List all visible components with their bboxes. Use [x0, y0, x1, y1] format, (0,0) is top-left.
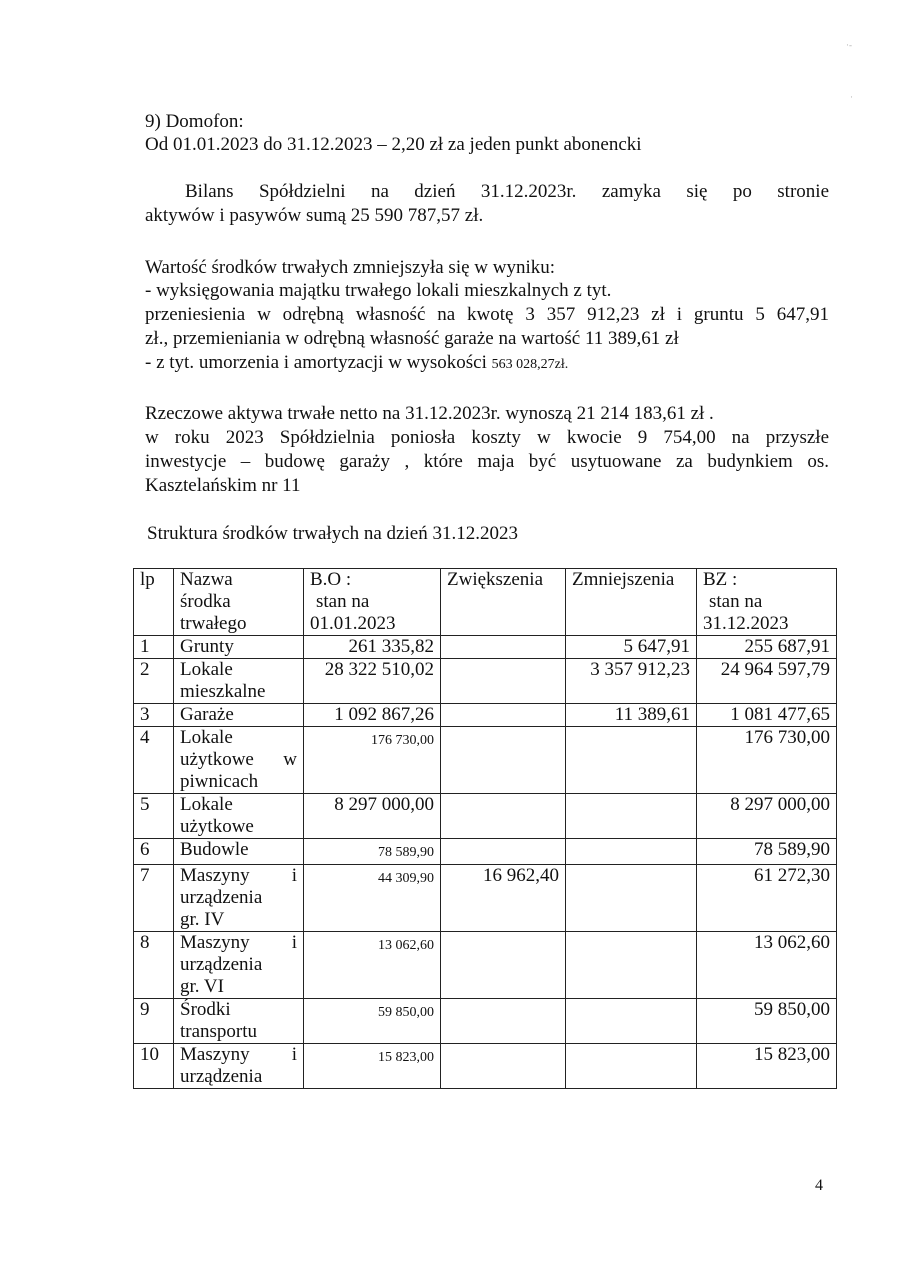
decrease-line-2: - wyksięgowania majątku trwałego lokali mieszkalnych z tyt. [145, 280, 612, 301]
table-row [134, 839, 837, 865]
cell-lp: 9 [134, 999, 174, 1044]
net-assets-line-4: Kasztelańskim nr 11 [145, 475, 301, 496]
cell-lp: 4 [134, 727, 174, 794]
cell-name-line: gr. VI [180, 976, 224, 997]
cell-decrease: 5 647,91 [566, 636, 697, 659]
cell-decrease [566, 794, 697, 839]
cell-decrease [566, 999, 697, 1044]
cell-name-line: Środki [180, 999, 231, 1020]
cell-lp: 2 [134, 659, 174, 704]
header-bz [697, 569, 837, 636]
cell-increase [441, 999, 566, 1044]
cell-name-line: piwnicach [180, 771, 259, 792]
cell-increase [441, 636, 566, 659]
cell-name-line: gr. IV [180, 909, 225, 930]
cell-lp: 5 [134, 794, 174, 839]
cell-lp: 7 [134, 865, 174, 932]
header-name-line: Nazwa [180, 569, 233, 590]
cell-name-line: urządzenia [180, 887, 263, 908]
cell-decrease [566, 1044, 697, 1089]
table-row [134, 794, 837, 839]
header-bo-line: stan na [316, 591, 370, 612]
table-row [134, 1044, 837, 1089]
cell-bo: 59 850,00 [304, 999, 441, 1044]
cell-bz: 24 964 597,79 [697, 659, 837, 704]
cell-name [174, 727, 304, 794]
decrease-line-5 [145, 352, 568, 376]
cell-name-line: Lokale [180, 727, 233, 748]
cell-name-line: Budowle [180, 839, 249, 860]
cell-bo: 176 730,00 [304, 727, 441, 794]
decrease-line-4: zł., przemieniania w odrębną własność garaże na wartość 11 389,61 zł [145, 328, 679, 349]
cell-increase [441, 704, 566, 727]
cell-increase [441, 932, 566, 999]
scan-speck: · [850, 92, 853, 102]
header-name [174, 569, 304, 636]
net-assets-line-3: inwestycje – budowę garaży , które maja być usytuowane za budynkiem os. [145, 451, 829, 472]
cell-decrease [566, 932, 697, 999]
cell-increase: 16 962,40 [441, 865, 566, 932]
cell-name-line: urządzenia [180, 1066, 263, 1087]
cell-lp: 1 [134, 636, 174, 659]
cell-name [174, 865, 304, 932]
table-row [134, 999, 837, 1044]
cell-bo: 28 322 510,02 [304, 659, 441, 704]
cell-name [174, 1044, 304, 1089]
table-row [134, 727, 837, 794]
cell-name-line: Grunty [180, 636, 234, 657]
cell-name [174, 704, 304, 727]
cell-bz: 61 272,30 [697, 865, 837, 932]
header-bz-line: stan na [709, 591, 763, 612]
table-header-row [134, 569, 837, 636]
cell-name [174, 932, 304, 999]
header-bz-line: BZ : [703, 569, 738, 590]
net-assets-line-2: w roku 2023 Spółdzielnia poniosła koszty w kwocie 9 754,00 na przyszłe [145, 427, 829, 448]
cell-lp: 3 [134, 704, 174, 727]
cell-increase [441, 727, 566, 794]
table-row [134, 704, 837, 727]
cell-bo: 78 589,90 [304, 839, 441, 865]
decrease-line-3: przeniesienia w odrębną własność na kwotę 3 357 912,23 zł i gruntu 5 647,91 [145, 304, 829, 325]
cell-decrease [566, 865, 697, 932]
cell-bo: 13 062,60 [304, 932, 441, 999]
cell-name-line: użytkowe w [180, 749, 297, 770]
header-bo [304, 569, 441, 636]
header-bo-line: 01.01.2023 [310, 613, 396, 634]
cell-name [174, 839, 304, 865]
cell-bo: 8 297 000,00 [304, 794, 441, 839]
cell-name-line: Lokale [180, 659, 233, 680]
net-assets-line-1: Rzeczowe aktywa trwałe netto na 31.12.2023r. wynoszą 21 214 183,61 zł . [145, 403, 714, 424]
table-row [134, 636, 837, 659]
table-row [134, 932, 837, 999]
header-lp: lp [134, 569, 174, 636]
page-number: 4 [815, 1177, 823, 1194]
cell-bo: 1 092 867,26 [304, 704, 441, 727]
cell-bz: 59 850,00 [697, 999, 837, 1044]
cell-name [174, 794, 304, 839]
cell-lp: 10 [134, 1044, 174, 1089]
cell-bz: 8 297 000,00 [697, 794, 837, 839]
cell-bz: 15 823,00 [697, 1044, 837, 1089]
cell-name-line: Maszyny i [180, 932, 297, 953]
cell-name-line: Maszyny i [180, 1044, 297, 1065]
cell-bo: 261 335,82 [304, 636, 441, 659]
table-row [134, 865, 837, 932]
cell-bz: 255 687,91 [697, 636, 837, 659]
cell-decrease: 3 357 912,23 [566, 659, 697, 704]
balance-line-1: Bilans Spółdzielni na dzień 31.12.2023r. zamyka się po stronie [185, 181, 829, 202]
amortization-amount: 563 028,27zł. [491, 357, 569, 372]
header-bz-line: 31.12.2023 [703, 613, 789, 634]
cell-lp: 6 [134, 839, 174, 865]
domofon-rate: Od 01.01.2023 do 31.12.2023 – 2,20 zł za jeden punkt abonencki [145, 134, 642, 155]
cell-name-line: mieszkalne [180, 681, 266, 702]
decrease-line-5-text: - z tyt. umorzenia i amortyzacji w wysokości [145, 352, 492, 373]
fixed-assets-table [133, 568, 837, 1089]
cell-name-line: urządzenia [180, 954, 263, 975]
cell-name [174, 999, 304, 1044]
cell-bz: 1 081 477,65 [697, 704, 837, 727]
cell-lp: 8 [134, 932, 174, 999]
balance-line-2: aktywów i pasywów sumą 25 590 787,57 zł. [145, 205, 484, 226]
scan-speck: ·‑ [846, 40, 852, 50]
section-title: 9) Domofon: [145, 111, 244, 132]
cell-increase [441, 794, 566, 839]
header-decrease: Zmniejszenia [566, 569, 697, 636]
cell-name [174, 636, 304, 659]
cell-increase [441, 1044, 566, 1089]
cell-decrease: 11 389,61 [566, 704, 697, 727]
header-bo-line: B.O : [310, 569, 352, 590]
cell-name-line: użytkowe [180, 816, 254, 837]
cell-bo: 15 823,00 [304, 1044, 441, 1089]
cell-bz: 13 062,60 [697, 932, 837, 999]
header-increase: Zwiększenia [441, 569, 566, 636]
cell-name-line: Maszyny i [180, 865, 297, 886]
cell-name [174, 659, 304, 704]
cell-bz: 78 589,90 [697, 839, 837, 865]
cell-name-line: transportu [180, 1021, 258, 1042]
cell-bo: 44 309,90 [304, 865, 441, 932]
header-name-line: środka [180, 591, 231, 612]
cell-decrease [566, 727, 697, 794]
table-caption: Struktura środków trwałych na dzień 31.12.2023 [147, 523, 518, 544]
cell-name-line: Garaże [180, 704, 234, 725]
cell-bz: 176 730,00 [697, 727, 837, 794]
header-name-line: trwałego [180, 613, 247, 634]
table-row [134, 659, 837, 704]
cell-name-line: Lokale [180, 794, 233, 815]
cell-increase [441, 839, 566, 865]
decrease-line-1: Wartość środków trwałych zmniejszyła się w wyniku: [145, 257, 556, 278]
cell-increase [441, 659, 566, 704]
cell-decrease [566, 839, 697, 865]
